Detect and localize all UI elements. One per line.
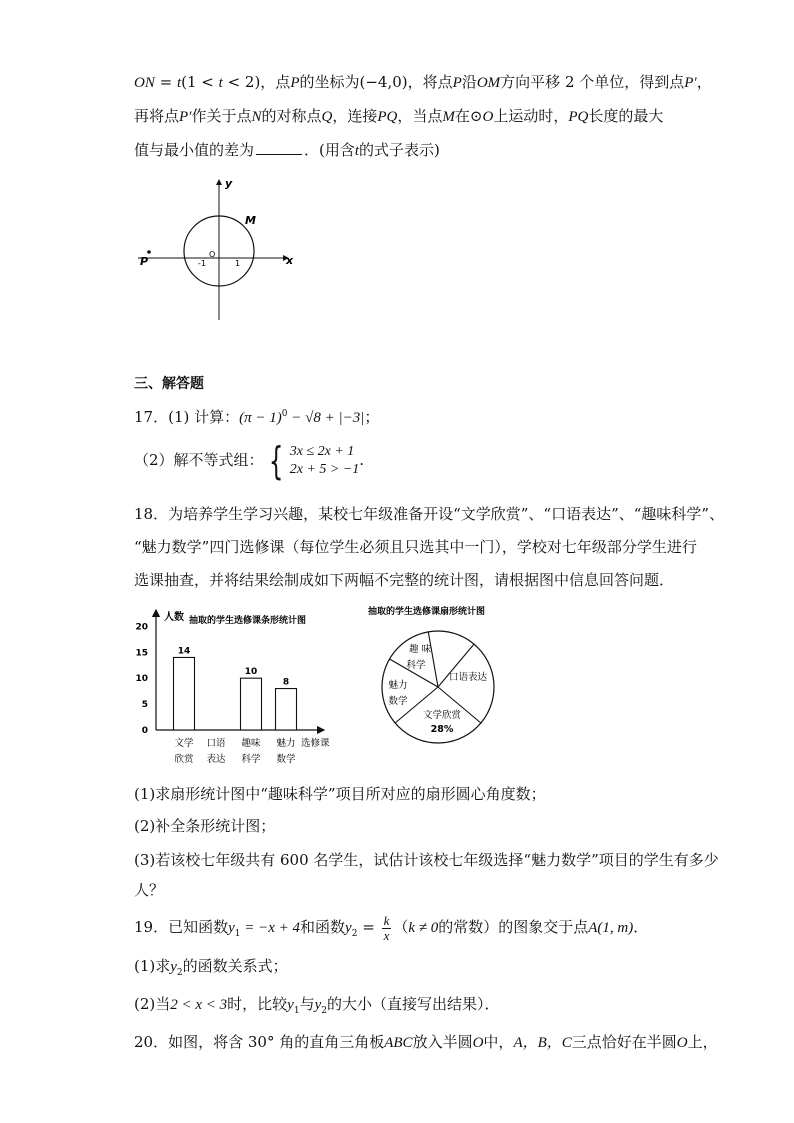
pie-slice-label: 科学: [406, 660, 426, 671]
label-m: M: [245, 214, 256, 227]
label-neg1: -1: [198, 259, 206, 268]
bar-2: [241, 678, 262, 730]
q18-line2: “魅力数学”四门选修课（每位学生必须且只选其中一门），学校对七年级部分学生进行: [134, 538, 697, 556]
bar-0: [174, 657, 195, 730]
bar-y-tick-label: 10: [135, 674, 148, 685]
bar-category-label: 文学: [174, 738, 194, 749]
q18-sub3-line2: 人？: [134, 881, 165, 899]
bar-data-label: 10: [244, 667, 258, 678]
bar-chart: [134, 604, 344, 774]
label-y: y: [225, 177, 233, 190]
q18-line1: 18．为培养学生学习兴趣，某校七年级准备开设“文学欣赏”、“口语表达”、“趣味科学”、: [134, 505, 725, 523]
answer-blank: [256, 140, 302, 155]
bar-data-label: 14: [177, 646, 191, 657]
label-p: P: [140, 255, 149, 268]
pie-chart-title: 抽取的学生选修课扇形统计图: [368, 607, 486, 617]
label-1: 1: [235, 259, 241, 268]
point-p: [147, 250, 151, 254]
bar-x-label: 选修课: [301, 738, 330, 749]
bar-category-label: 数学: [276, 754, 296, 765]
bar-y-tick-label: 0: [141, 726, 148, 736]
bar-category-label: 表达: [206, 754, 226, 765]
q16-line3: 值与最小值的差为 ．(用含t的式子表示): [134, 141, 440, 159]
label-o: O: [209, 250, 216, 259]
fraction-k-over-x: $\frac{k}{x}$: [383, 912, 390, 943]
q18-sub2: (2)补全条形统计图；: [134, 817, 276, 835]
pie-slice-label: 魅力: [388, 680, 408, 691]
pie-slice-label: 28%: [430, 724, 454, 735]
bar-y-tick-label: 20: [135, 622, 148, 633]
bar-category-label: 欣赏: [174, 754, 194, 765]
inequality-system: 3x ≤ 2x + 1 2x + 5 > −1: [289, 444, 360, 477]
circle-coordinate-figure: [136, 172, 301, 322]
q16-line1: ON = t(1 < t < 2)，点P的坐标为(−4,0)，将点P沿OM方向平移 2 个单位，得到点P′，: [134, 73, 712, 91]
q19-sub1: (1)求$y_2$的函数关系式；: [134, 957, 288, 978]
brace-icon: {: [268, 439, 283, 483]
bar-data-label: 8: [282, 677, 290, 688]
bar-category-label: 科学: [241, 754, 261, 765]
q18-line3: 选课抽查，并将结果绘制成如下两幅不完整的统计图，请根据图中信息回答问题．: [134, 571, 675, 589]
q17-part2: （2）解不等式组： { 3x ≤ 2x + 1 2x + 5 > −1 .: [134, 439, 365, 483]
q20-stem: 20．如图，将含 30° 角的直角三角板ABC放入半圆O中，A，B，C三点恰好在半圆O上，: [134, 1033, 718, 1051]
q18-sub3-line1: (3)若该校七年级共有 600 名学生，试估计该校七年级选择“魅力数学”项目的学生有多少: [134, 851, 719, 869]
bar-3: [276, 689, 297, 730]
q16-line2: 再将点P′作关于点N的对称点Q，连接PQ，当点M在⊙O上运动时，PQ长度的最大: [134, 107, 664, 125]
label-x: x: [286, 254, 294, 267]
pie-slice-label: 趣 味: [408, 644, 432, 655]
pie-slice-label: 文学欣赏: [422, 710, 462, 721]
bar-category-label: 魅力: [276, 738, 296, 749]
q17-part1: 17．(1) 计算：$(\pi - 1)^0 - √8 + |-3|$；: [134, 408, 380, 426]
bar-y-tick-label: 15: [135, 648, 148, 659]
bar-category-label: 趣味: [241, 738, 261, 749]
bar-y-label: 人数: [164, 612, 184, 623]
bar-category-label: 口语: [206, 738, 226, 749]
pie-slice-label: 口语表达: [448, 672, 488, 683]
bar-chart-title: 抽取的学生选修课条形统计图: [189, 616, 307, 626]
q19-sub2: (2)当2 < x < 3时，比较$y_1$与$y_2$的大小（直接写出结果）．: [134, 995, 500, 1016]
pie-chart: [360, 600, 510, 750]
pie-slice-label: 数学: [388, 696, 408, 707]
q19-stem: 19．已知函数$y_1 = -x + 4$和函数$y_2$ = $\frac{k}{x}$ （k ≠ 0的常数）的图象交于点A(1, m)．: [134, 912, 649, 943]
section-heading: 三、解答题: [134, 376, 204, 392]
q18-sub1: (1)求扇形统计图中“趣味科学”项目所对应的扇形圆心角度数；: [134, 785, 546, 803]
bar-y-tick-label: 5: [141, 700, 148, 711]
